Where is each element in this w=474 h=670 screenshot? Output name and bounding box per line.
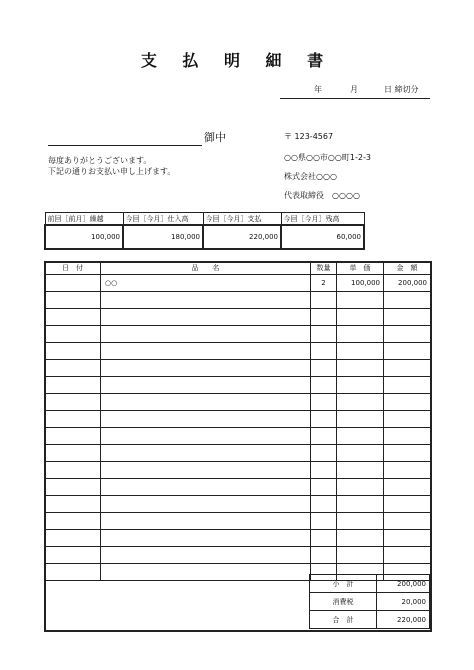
table-row bbox=[45, 394, 431, 411]
item-name bbox=[101, 309, 311, 326]
item-name bbox=[101, 496, 311, 513]
total-label: 合 計 bbox=[310, 611, 377, 629]
item-quantity: 2 bbox=[311, 275, 337, 292]
item-quantity bbox=[311, 479, 337, 496]
item-name bbox=[101, 428, 311, 445]
item-amount bbox=[384, 445, 431, 462]
item-name bbox=[101, 564, 311, 581]
table-row bbox=[45, 547, 431, 564]
item-date bbox=[45, 564, 101, 581]
item-unit-price bbox=[337, 411, 384, 428]
item-name bbox=[101, 292, 311, 309]
subtotal-label: 小 計 bbox=[310, 575, 377, 593]
item-amount bbox=[384, 343, 431, 360]
item-unit-price bbox=[337, 377, 384, 394]
item-date bbox=[45, 530, 101, 547]
item-date bbox=[45, 360, 101, 377]
item-date bbox=[45, 547, 101, 564]
item-unit-price bbox=[337, 496, 384, 513]
header-quantity: 数量 bbox=[311, 262, 337, 275]
totals-row bbox=[310, 611, 430, 629]
item-quantity bbox=[311, 360, 337, 377]
item-date bbox=[45, 377, 101, 394]
summary-header: 今回［今月］仕入高 bbox=[123, 213, 203, 226]
item-quantity bbox=[311, 343, 337, 360]
item-quantity bbox=[311, 428, 337, 445]
item-amount bbox=[384, 513, 431, 530]
item-quantity bbox=[311, 394, 337, 411]
summary-value: 60,000 bbox=[281, 225, 364, 249]
header-item-name: 品 名 bbox=[101, 262, 311, 275]
item-unit-price bbox=[337, 513, 384, 530]
item-date bbox=[45, 411, 101, 428]
item-amount bbox=[384, 411, 431, 428]
item-amount bbox=[384, 496, 431, 513]
item-amount bbox=[384, 394, 431, 411]
item-unit-price bbox=[337, 479, 384, 496]
item-name bbox=[101, 360, 311, 377]
item-quantity bbox=[311, 326, 337, 343]
table-row bbox=[45, 445, 431, 462]
summary-header: 今回［今月］支払 bbox=[203, 213, 281, 226]
greeting-line-2: 下記の通りお支払い申し上げます。 bbox=[48, 167, 176, 176]
item-date bbox=[45, 275, 101, 292]
item-unit-price bbox=[337, 360, 384, 377]
table-row bbox=[45, 377, 431, 394]
issuer-address: ○○県○○市○○町1-2-3 bbox=[284, 153, 371, 162]
header-unit-price: 単 価 bbox=[337, 262, 384, 275]
header-amount: 金 額 bbox=[384, 262, 431, 275]
item-quantity bbox=[311, 292, 337, 309]
item-date bbox=[45, 394, 101, 411]
closing-month-label: 月 bbox=[350, 85, 358, 94]
totals-row bbox=[310, 575, 430, 593]
items-header-row bbox=[45, 262, 431, 275]
item-date bbox=[45, 428, 101, 445]
item-quantity bbox=[311, 445, 337, 462]
item-amount bbox=[384, 309, 431, 326]
recipient-suffix: 御中 bbox=[204, 131, 226, 144]
item-unit-price bbox=[337, 292, 384, 309]
item-quantity bbox=[311, 462, 337, 479]
item-name bbox=[101, 394, 311, 411]
item-amount bbox=[384, 292, 431, 309]
item-unit-price bbox=[337, 530, 384, 547]
item-amount bbox=[384, 360, 431, 377]
item-name bbox=[101, 479, 311, 496]
table-row bbox=[45, 309, 431, 326]
item-date bbox=[45, 326, 101, 343]
item-amount bbox=[384, 326, 431, 343]
item-unit-price bbox=[337, 445, 384, 462]
item-amount bbox=[384, 530, 431, 547]
summary-header: 前回［前月］繰越 bbox=[45, 213, 123, 226]
item-amount bbox=[384, 462, 431, 479]
summary-header: 今回［今月］残高 bbox=[281, 213, 364, 226]
item-amount bbox=[384, 377, 431, 394]
totals-table bbox=[309, 574, 430, 629]
issuer-postal: 〒 123-4567 bbox=[284, 132, 334, 141]
item-unit-price bbox=[337, 547, 384, 564]
item-amount bbox=[384, 547, 431, 564]
issuer-company: 株式会社○○○ bbox=[284, 172, 337, 181]
closing-year-label: 年 bbox=[314, 85, 322, 94]
item-name bbox=[101, 343, 311, 360]
item-amount bbox=[384, 428, 431, 445]
item-unit-price bbox=[337, 343, 384, 360]
item-date bbox=[45, 513, 101, 530]
totals-row bbox=[310, 593, 430, 611]
item-unit-price bbox=[337, 462, 384, 479]
table-row bbox=[45, 496, 431, 513]
item-date bbox=[45, 496, 101, 513]
table-row bbox=[45, 462, 431, 479]
item-quantity bbox=[311, 513, 337, 530]
item-quantity bbox=[311, 530, 337, 547]
balance-summary-table bbox=[44, 212, 365, 250]
summary-value-row bbox=[45, 225, 364, 249]
item-date bbox=[45, 445, 101, 462]
summary-value: 180,000 bbox=[123, 225, 203, 249]
item-name bbox=[101, 326, 311, 343]
item-unit-price bbox=[337, 309, 384, 326]
table-row bbox=[45, 343, 431, 360]
table-row bbox=[45, 326, 431, 343]
item-name bbox=[101, 411, 311, 428]
item-name bbox=[101, 445, 311, 462]
item-name bbox=[101, 462, 311, 479]
item-unit-price bbox=[337, 326, 384, 343]
issuer-representative: 代表取締役 ○○○○ bbox=[284, 191, 360, 200]
subtotal-value: 200,000 bbox=[377, 575, 430, 593]
item-unit-price: 100,000 bbox=[337, 275, 384, 292]
closing-day-label: 日 締切分 bbox=[384, 85, 419, 94]
document-title: 支 払 明 細 書 bbox=[140, 51, 334, 70]
table-row bbox=[45, 411, 431, 428]
summary-value: 220,000 bbox=[203, 225, 281, 249]
table-row bbox=[45, 275, 431, 292]
item-name bbox=[101, 530, 311, 547]
item-name: ○○ bbox=[101, 275, 311, 292]
item-date bbox=[45, 343, 101, 360]
item-date bbox=[45, 462, 101, 479]
table-row bbox=[45, 479, 431, 496]
item-amount: 200,000 bbox=[384, 275, 431, 292]
item-date bbox=[45, 292, 101, 309]
item-quantity bbox=[311, 496, 337, 513]
item-date bbox=[45, 309, 101, 326]
summary-header-row bbox=[45, 213, 364, 226]
table-row bbox=[45, 513, 431, 530]
item-unit-price bbox=[337, 428, 384, 445]
total-value: 220,000 bbox=[377, 611, 430, 629]
tax-value: 20,000 bbox=[377, 593, 430, 611]
tax-label: 消費税 bbox=[310, 593, 377, 611]
header-date: 日 付 bbox=[45, 262, 101, 275]
table-row bbox=[45, 428, 431, 445]
item-name bbox=[101, 513, 311, 530]
recipient-name-line bbox=[48, 145, 202, 146]
item-date bbox=[45, 479, 101, 496]
table-row bbox=[45, 360, 431, 377]
item-name bbox=[101, 377, 311, 394]
closing-date bbox=[280, 84, 430, 99]
item-quantity bbox=[311, 547, 337, 564]
item-amount bbox=[384, 479, 431, 496]
items-table bbox=[44, 261, 431, 581]
table-row bbox=[45, 292, 431, 309]
table-row bbox=[45, 530, 431, 547]
item-quantity bbox=[311, 411, 337, 428]
item-quantity bbox=[311, 377, 337, 394]
item-name bbox=[101, 547, 311, 564]
greeting-line-1: 毎度ありがとうございます。 bbox=[48, 156, 152, 165]
summary-value: 100,000 bbox=[45, 225, 123, 249]
item-quantity bbox=[311, 309, 337, 326]
item-unit-price bbox=[337, 394, 384, 411]
